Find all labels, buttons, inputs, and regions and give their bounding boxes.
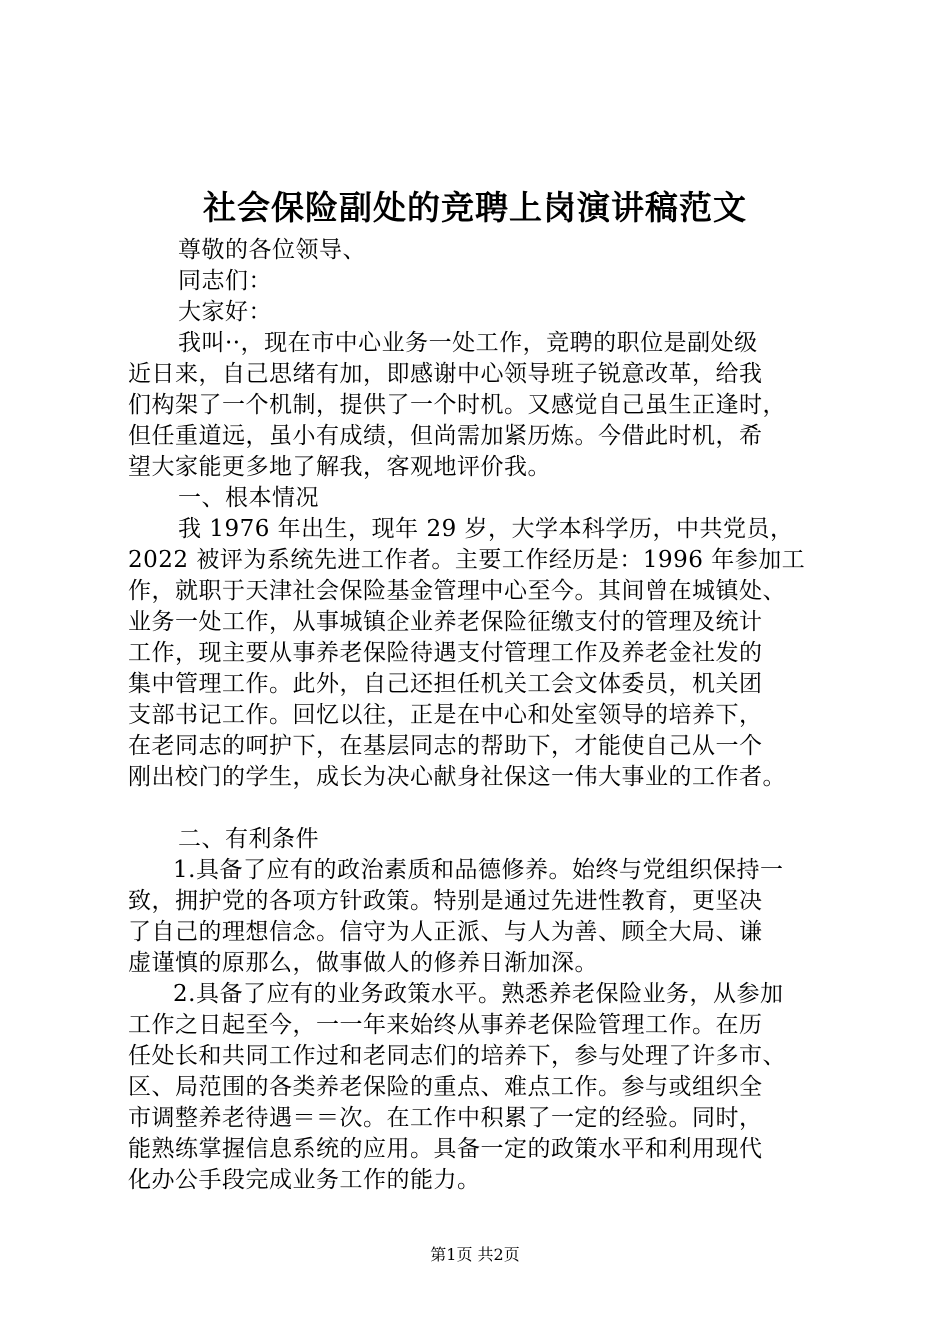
intro-line: 但任重道远，虽小有成绩，但尚需加紧历炼。今借此时机，希 bbox=[128, 423, 763, 449]
intro-line: 望大家能更多地了解我，客观地评价我。 bbox=[128, 454, 551, 480]
paragraph-gap bbox=[128, 793, 848, 824]
intro-line: 近日来，自己思绪有加，即感谢中心领导班子锐意改革，给我 bbox=[128, 361, 763, 387]
document-body bbox=[128, 235, 848, 1196]
item2-line: 化办公手段完成业务工作的能力。 bbox=[128, 1167, 481, 1193]
greeting-line: 尊敬的各位领导、 bbox=[178, 237, 366, 263]
item2-line: 2.具备了应有的业务政策水平。熟悉养老保险业务，从参加 bbox=[173, 981, 784, 1007]
item1-line: 虚谨慎的原那么，做事做人的修养日渐加深。 bbox=[128, 950, 598, 976]
item2-line: 能熟练掌握信息系统的应用。具备一定的政策水平和利用现代 bbox=[128, 1136, 763, 1162]
section1-line: 支部书记工作。回忆以往，正是在中心和处室领导的培养下， bbox=[128, 702, 763, 728]
section1-line: 2022 被评为系统先进工作者。主要工作经历是：1996 年参加工 bbox=[128, 547, 806, 573]
section1-line: 工作，现主要从事养老保险待遇支付管理工作及养老金社发的 bbox=[128, 640, 763, 666]
intro-line: 们构架了一个机制，提供了一个时机。又感觉自己虽生正逢时， bbox=[128, 392, 786, 418]
greeting-line: 同志们： bbox=[178, 268, 272, 294]
item2-line: 市调整养老待遇＝＝次。在工作中积累了一定的经验。同时， bbox=[128, 1105, 763, 1131]
section1-line: 刚出校门的学生，成长为决心献身社保这一伟大事业的工作者。 bbox=[128, 764, 786, 790]
intro-line: 我叫··，现在市中心业务一处工作，竞聘的职位是副处级 bbox=[178, 330, 758, 356]
item1-line: 致，拥护党的各项方针政策。特别是通过先进性教育，更坚决 bbox=[128, 888, 763, 914]
section1-line: 我 1976 年出生，现年 29 岁，大学本科学历，中共党员， bbox=[178, 516, 794, 542]
section-heading: 一、根本情况 bbox=[178, 485, 319, 511]
item1-line: 了自己的理想信念。信守为人正派、与人为善、顾全大局、谦 bbox=[128, 919, 763, 945]
item2-line: 任处长和共同工作过和老同志们的培养下，参与处理了许多市、 bbox=[128, 1043, 786, 1069]
item2-line: 工作之日起至今，一一年来始终从事养老保险管理工作。在历 bbox=[128, 1012, 763, 1038]
section-heading: 二、有利条件 bbox=[178, 826, 319, 852]
section1-line: 在老同志的呵护下，在基层同志的帮助下，才能使自己从一个 bbox=[128, 733, 763, 759]
item1-line: 1.具备了应有的政治素质和品德修养。始终与党组织保持一 bbox=[173, 857, 784, 883]
section1-line: 作，就职于天津社会保险基金管理中心至今。其间曾在城镇处、 bbox=[128, 578, 786, 604]
document-title: 社会保险副处的竞聘上岗演讲稿范文 bbox=[203, 188, 747, 227]
item2-line: 区、局范围的各类养老保险的重点、难点工作。参与或组织全 bbox=[128, 1074, 763, 1100]
page-footer: 第1页 共2页 bbox=[430, 1245, 520, 1264]
greeting-line: 大家好： bbox=[178, 299, 272, 325]
section1-line: 集中管理工作。此外，自己还担任机关工会文体委员，机关团 bbox=[128, 671, 763, 697]
section1-line: 业务一处工作，从事城镇企业养老保险征缴支付的管理及统计 bbox=[128, 609, 763, 635]
